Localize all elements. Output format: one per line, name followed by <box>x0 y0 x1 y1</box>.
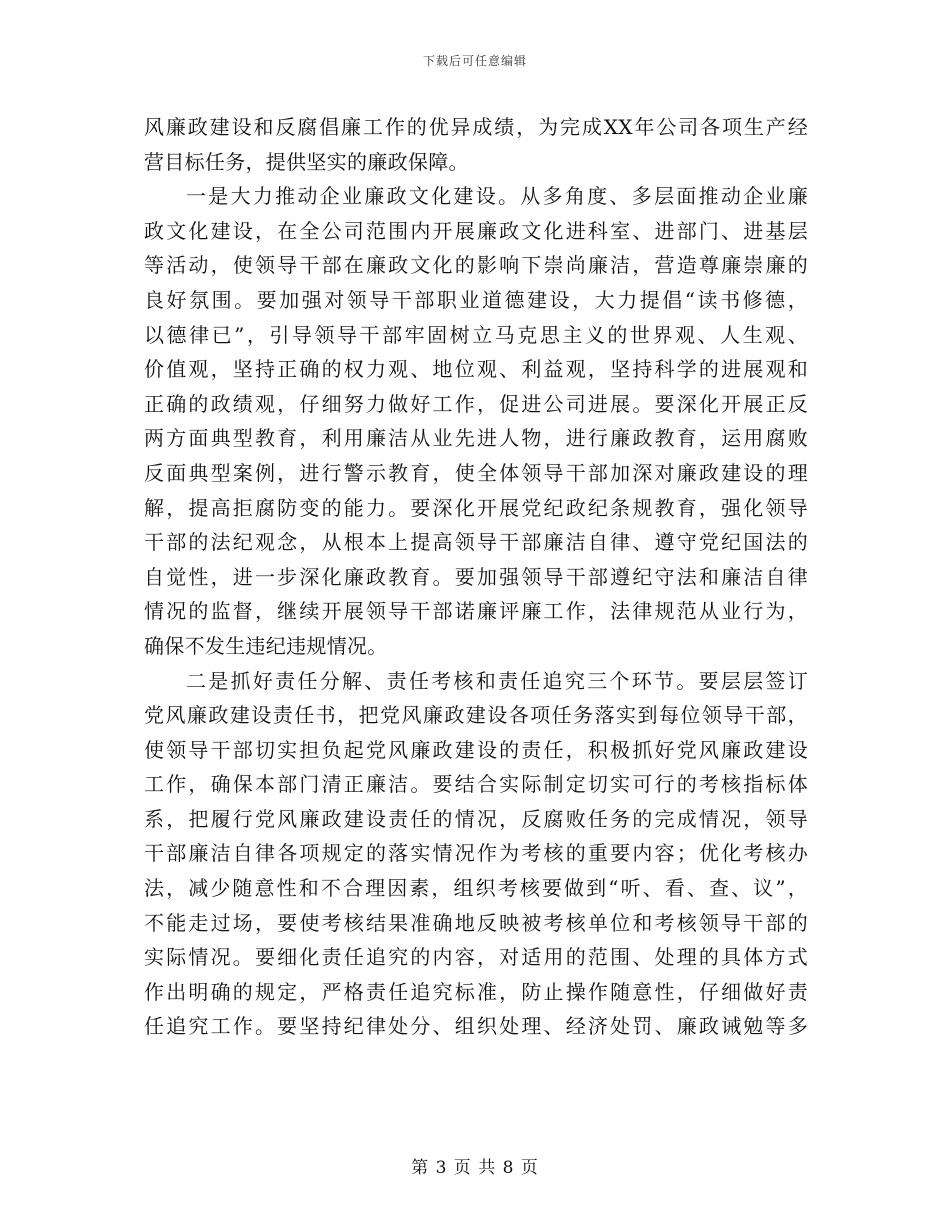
page-header: 下载后可任意编辑 <box>422 54 527 68</box>
text-line: 风廉政建设和反腐倡廉工作的优异成绩，为完成XX年公司各项生产经 <box>144 115 808 139</box>
text-line: 作出明确的规定，严格责任追究标准，防止操作随意性，仔细做好责 <box>144 979 808 1004</box>
text-line: 解，提高拒腐防变的能力。要深化开展党纪政纪条规教育，强化领导 <box>144 495 808 520</box>
text-line: 实际情况。要细化责任追究的内容，对适用的范围、处理的具体方式 <box>144 945 808 970</box>
text-line: 情况的监督，继续开展领导干部诺廉评廉工作，法律规范从业行为， <box>144 599 808 624</box>
text-line: 工作，确保本部门清正廉洁。要结合实际制定切实可行的考核指标体 <box>144 772 808 797</box>
text-line: 确保不发生违纪违规情况。 <box>144 633 388 658</box>
text-line: 法，减少随意性和不合理因素，组织考核要做到“听、看、查、议”， <box>144 876 808 901</box>
text-line: 两方面典型教育，利用廉洁从业先进人物，进行廉政教育，运用腐败 <box>144 426 808 451</box>
text-line: 任追究工作。要坚持纪律处分、组织处理、经济处罚、廉政诫勉等多 <box>144 1014 808 1039</box>
text-line: 等活动，使领导干部在廉政文化的影响下崇尚廉洁，营造尊廉崇廉的 <box>144 253 808 278</box>
text-line: 党风廉政建设责任书，把党风廉政建设各项任务落实到每位领导干部， <box>144 703 808 728</box>
document-body <box>144 110 808 1044</box>
paragraph <box>144 110 808 179</box>
text-line: 反面典型案例，进行警示教育，使全体领导干部加深对廉政建设的理 <box>144 460 808 485</box>
text-line: 干部的法纪观念，从根本上提高领导干部廉洁自律、遵守党纪国法的 <box>144 530 808 555</box>
text-line: 价值观，坚持正确的权力观、地位观、利益观，坚持科学的进展观和 <box>144 357 808 382</box>
text-line: 以德律已”，引导领导干部牢固树立马克思主义的世界观、人生观、 <box>144 322 808 347</box>
text-line: 营目标任务，提供坚实的廉政保障。 <box>144 149 469 174</box>
text-line: 不能走过场，要使考核结果准确地反映被考核单位和考核领导干部的 <box>144 910 808 935</box>
text-line: 一是大力推动企业廉政文化建设。从多角度、多层面推动企业廉 <box>186 184 808 209</box>
text-line: 系，把履行党风廉政建设责任的情况，反腐败任务的完成情况，领导 <box>144 806 808 831</box>
text-line: 自觉性，进一步深化廉政教育。要加强领导干部遵纪守法和廉洁自律 <box>144 564 808 589</box>
paragraph <box>144 664 808 1045</box>
text-line: 正确的政绩观，仔细努力做好工作，促进公司进展。要深化开展正反 <box>144 391 808 416</box>
text-line: 良好氛围。要加强对领导干部职业道德建设，大力提倡“读书修德， <box>144 287 808 312</box>
text-line: 政文化建设，在全公司范围内开展廉政文化进科室、进部门、进基层 <box>144 218 808 243</box>
text-line: 干部廉洁自律各项规定的落实情况作为考核的重要内容；优化考核办 <box>144 841 808 866</box>
text-line: 二是抓好责任分解、责任考核和责任追究三个环节。要层层签订 <box>186 668 808 693</box>
text-line: 使领导干部切实担负起党风廉政建设的责任，积极抓好党风廉政建设 <box>144 737 808 762</box>
page-number-footer: 第 3 页 共 8 页 <box>411 1158 539 1178</box>
paragraph <box>144 179 808 663</box>
